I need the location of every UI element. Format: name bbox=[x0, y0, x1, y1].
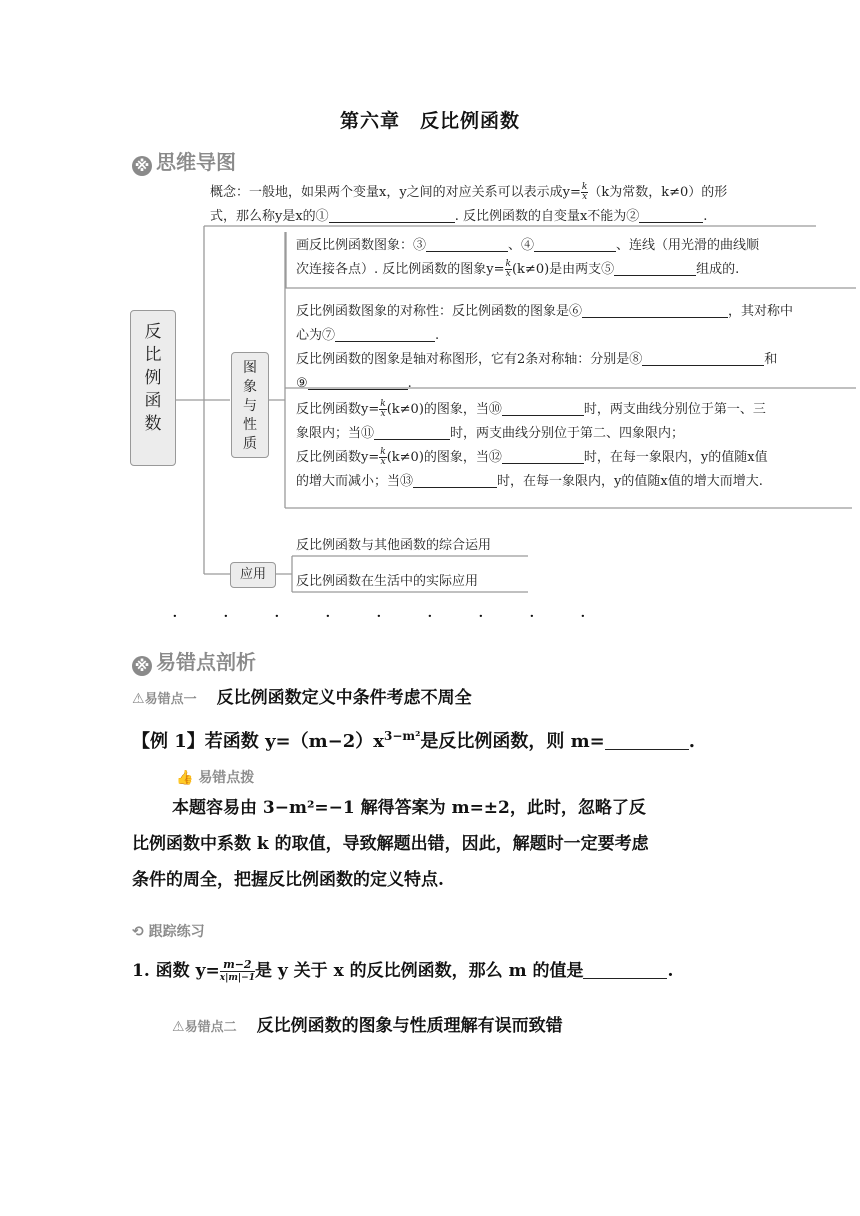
blank-2[interactable] bbox=[639, 208, 703, 223]
application-node-label: 应用 bbox=[239, 567, 266, 582]
root-node-label: 反比例函数 bbox=[144, 322, 162, 434]
properties-text: 反比例函数y= $\frac{k}{x}$ (k≠0)的图象，当⑩ 时，两支曲线分别位于第一、三 象限内；当⑪ 时，两支曲线分别位于第二、四象限内； 反比例函数y= $\frac{k}{x}$ (k≠0)的图象，当⑫ 时，在每一象限内，y的值随x值 的增大而减小；当⑬ 时，在每一象限内，y的值随x值的增大而增大. bbox=[296, 399, 768, 489]
graph-node-label: 图象与性质 bbox=[243, 360, 257, 452]
question-1: 1. 函数 y= $\frac{m-2}{x|m|-1}$ 是 y 关于 x 的反比例函数，那么 m 的值是 . bbox=[132, 958, 674, 983]
tip-heading: 👍 易错点拨 bbox=[176, 770, 255, 786]
fraction-k-over-x: $\frac{k}{x}$ bbox=[581, 182, 588, 202]
error1-heading: ⚠易错点一 反比例函数定义中条件考虑不周全 bbox=[132, 688, 472, 708]
root-node-box bbox=[130, 310, 176, 466]
fraction-k-over-x: $\frac{k}{x}$ bbox=[380, 399, 386, 419]
section-errors-heading: ※ 易错点剖析 bbox=[132, 646, 256, 676]
graph-node-box bbox=[231, 352, 269, 458]
blank-6[interactable] bbox=[582, 303, 728, 318]
practice-heading: ⟲ 跟踪练习 bbox=[132, 924, 205, 940]
asterisk-icon: ※ bbox=[132, 656, 152, 676]
blank-3[interactable] bbox=[426, 237, 508, 252]
asterisk-icon: ※ bbox=[132, 156, 152, 176]
symmetry-text: 反比例函数图象的对称性：反比例函数的图象是⑥ ，其对称中 心为⑦ . 反比例函数的图象是轴对称图形，它有2条对称轴：分别是⑧ 和 ⑨ . bbox=[296, 304, 794, 391]
tip-body: 本题容易由 3−m²=−1 解得答案为 m=±2，此时，忽略了反 比例函数中系数 k 的取值，导致解题出错，因此，解题时一定要考虑 条件的周全，把握反比例函数的定义特点. bbox=[132, 798, 649, 890]
question-1-answer-blank[interactable] bbox=[583, 964, 667, 979]
blank-5[interactable] bbox=[614, 261, 696, 276]
warning-triangle-icon: ⚠ bbox=[132, 691, 145, 707]
error2-heading: ⚠易错点二 反比例函数的图象与性质理解有误而致错 bbox=[172, 1016, 563, 1036]
fraction-k-over-x: $\frac{k}{x}$ bbox=[505, 259, 511, 279]
dotted-separator: · · · · · · · · · bbox=[172, 606, 586, 627]
section-mindmap-heading: ※ 思维导图 bbox=[132, 146, 236, 176]
blank-13[interactable] bbox=[413, 473, 497, 488]
blank-1[interactable] bbox=[329, 208, 455, 223]
warning-triangle-icon: ⚠ bbox=[172, 1019, 185, 1035]
blank-4[interactable] bbox=[534, 237, 616, 252]
thumbs-up-icon: 👍 bbox=[176, 770, 194, 786]
application-node-box bbox=[230, 562, 276, 588]
blank-12[interactable] bbox=[502, 449, 584, 464]
example-1: 【例 1】若函数 $y=(m-2)x^{3-m^2}$是反比例函数，则 m= . bbox=[132, 729, 696, 752]
application-item-1: 反比例函数与其他函数的综合运用 bbox=[296, 538, 492, 553]
repeat-icon: ⟲ bbox=[132, 924, 144, 940]
blank-8[interactable] bbox=[642, 351, 764, 366]
blank-10[interactable] bbox=[502, 401, 584, 416]
page-title: 第六章 反比例函数 bbox=[339, 110, 520, 132]
fraction-k-over-x: $\frac{k}{x}$ bbox=[380, 447, 386, 467]
blank-9[interactable] bbox=[308, 375, 408, 390]
blank-7[interactable] bbox=[335, 327, 435, 342]
blank-11[interactable] bbox=[374, 425, 450, 440]
draw-graph-text: 画反比例函数图象：③ 、④ 、连线（用光滑的曲线顺 次连接各点）. 反比例函数的图象y= $\frac{k}{x}$ (k≠0)是由两支⑤ 组成的. bbox=[296, 238, 760, 279]
example-1-answer-blank[interactable] bbox=[605, 735, 689, 750]
question-1-fraction: $\frac{m-2}{x|m|-1}$ bbox=[219, 958, 255, 983]
application-item-2: 反比例函数在生活中的实际应用 bbox=[296, 574, 479, 589]
concept-text: 概念：一般地，如果两个变量x，y之间的对应关系可以表示成y= $\frac{k}{x}$ （k为常数，k≠0）的形 式，那么称y是x的① . 反比例函数的自变量x不能为② . bbox=[210, 182, 728, 224]
